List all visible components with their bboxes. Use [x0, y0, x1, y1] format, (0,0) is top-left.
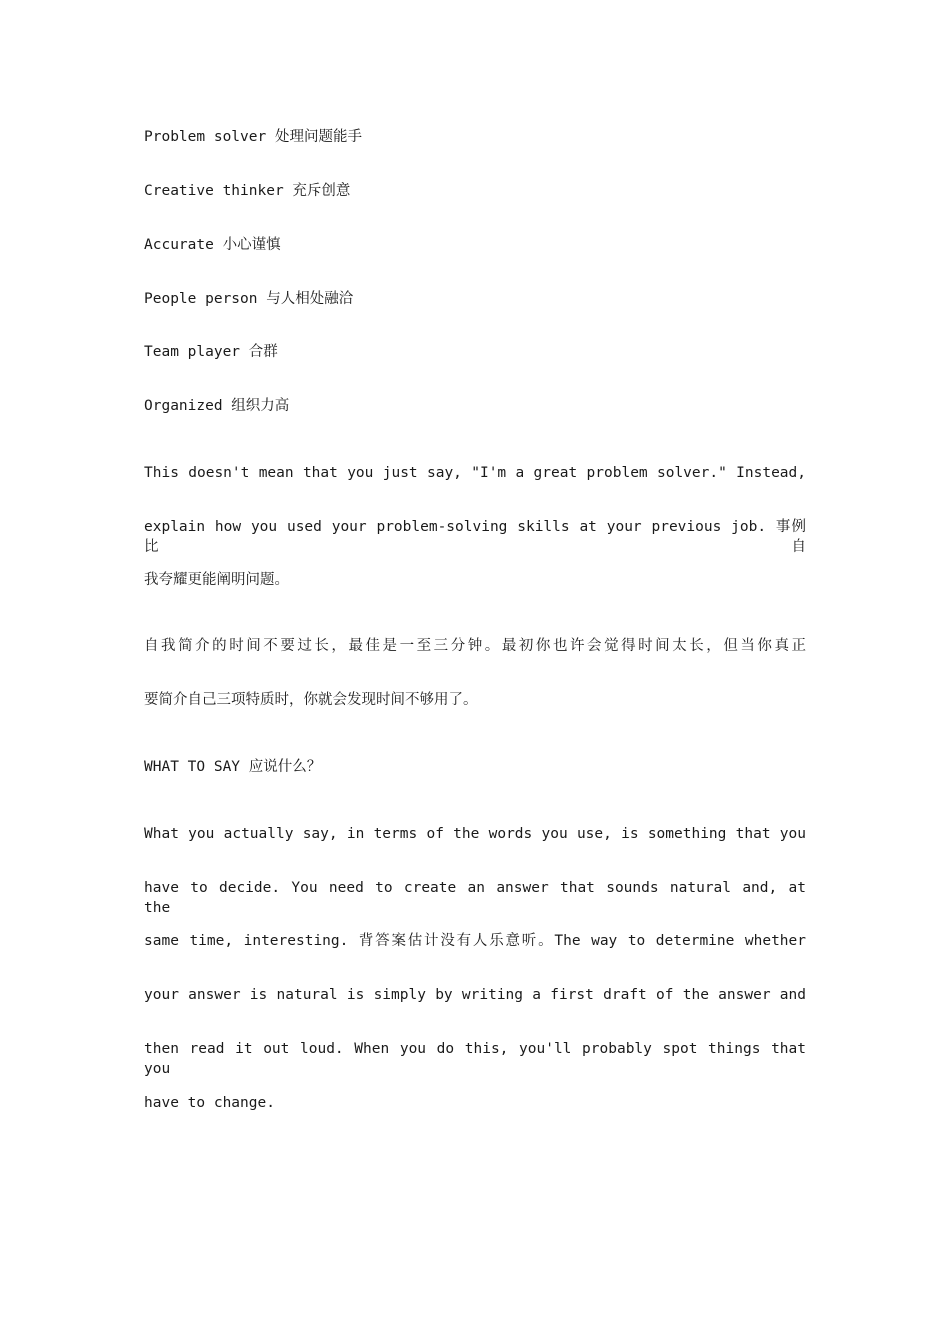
- trait-item: Accurate 小心谨慎: [144, 237, 281, 253]
- trait-item: Problem solver 处理问题能手: [144, 129, 362, 145]
- paragraph-line: What you actually say, in terms of the words you use, is something that you: [144, 826, 806, 842]
- trait-item: Creative thinker 充斥创意: [144, 183, 351, 199]
- paragraph-line: 自我简介的时间不要过长，最佳是一至三分钟。最初你也许会觉得时间太长，但当你真正: [144, 638, 806, 654]
- paragraph-line: 我夸耀更能阐明问题。: [144, 572, 289, 588]
- trait-item: Team player 合群: [144, 344, 278, 360]
- trait-item: Organized 组织力高: [144, 398, 290, 414]
- paragraph-line: same time, interesting. 背答案估计没有人乐意听。The way to determine whether: [144, 933, 806, 949]
- paragraph-line: then read it out loud. When you do this, you'll probably spot things that you: [144, 1041, 806, 1077]
- paragraph-line: have to decide. You need to create an answer that sounds natural and, at the: [144, 880, 806, 916]
- paragraph-line: have to change.: [144, 1095, 275, 1111]
- paragraph-line: This doesn't mean that you just say, "I'm a great problem solver." Instead,: [144, 465, 806, 481]
- paragraph-line: explain how you used your problem-solving skills at your previous job. 事例比自: [144, 519, 806, 555]
- paragraph-line: 要简介自己三项特质时，你就会发现时间不够用了。: [144, 692, 478, 708]
- paragraph-line: your answer is natural is simply by writing a first draft of the answer and: [144, 987, 806, 1003]
- section-heading: WHAT TO SAY 应说什么？: [144, 759, 322, 775]
- trait-item: People person 与人相处融洽: [144, 291, 354, 307]
